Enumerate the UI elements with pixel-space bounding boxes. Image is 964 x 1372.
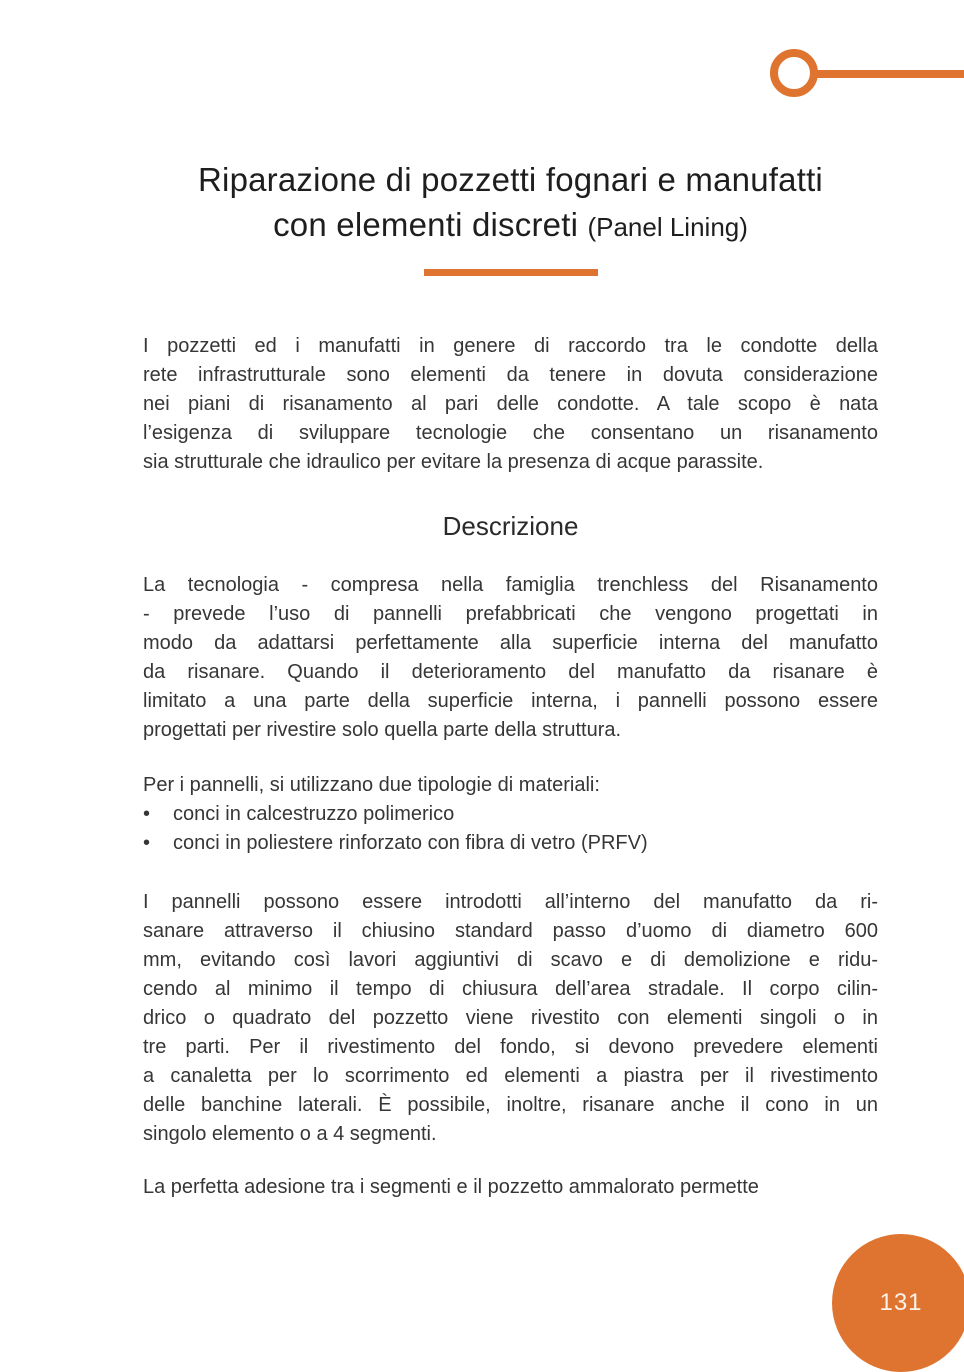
text-line: I pannelli possono essere introdotti all’interno del manufatto da ri- [143,891,878,913]
text-line: progettati per rivestire solo quella parte della struttura. [143,719,622,741]
installation-paragraph [143,888,878,1149]
text-line: delle banchine laterali. È possibile, inoltre, risanare anche il cono in un [143,1094,878,1116]
text-line: singolo elemento o a 4 segmenti. [143,1123,437,1145]
text-line: da risanare. Quando il deterioramento del manufatto da risanare è [143,661,878,683]
text-line: drico o quadrato del pozzetto viene rivestito con elementi singoli o in [143,1007,878,1029]
page-title-line2 [143,202,878,250]
text-line: sanare attraverso il chiusino standard passo d’uomo di diametro 600 [143,920,878,942]
title-underline [424,269,598,276]
text-line: I pozzetti ed i manufatti in genere di raccordo tra le condotte della [143,335,878,357]
text-line: rete infrastrutturale sono elementi da tenere in dovuta considerazione [143,364,878,386]
page-number: 131 [879,1289,923,1316]
text-line: La perfetta adesione tra i segmenti e il pozzetto ammalorato permette [143,1176,759,1198]
text-line: limitato a una parte della superficie interna, i pannelli possono essere [143,690,878,712]
text-line: La tecnologia - compresa nella famiglia trenchless del Risanamento [143,574,878,596]
description-paragraph [143,571,878,745]
materials-intro: Per i pannelli, si utilizzano due tipologie di materiali: [143,774,600,796]
materials-block [143,771,878,858]
page-title-line2-main: con elementi discreti [273,206,588,243]
text-line: tre parti. Per il rivestimento del fondo, si devono prevedere elementi [143,1036,878,1058]
text-column [143,0,878,1202]
list-item-text: conci in poliestere rinforzato con fibra di vetro (PRFV) [173,832,648,854]
page-title-line1: Riparazione di pozzetti fognari e manufatti [198,161,823,198]
page-number-badge [832,1234,964,1372]
bullet-icon: • [143,832,151,854]
intro-paragraph [143,332,878,477]
page-title-subtitle: (Panel Lining) [587,212,748,242]
bullet-icon: • [143,803,151,825]
list-item [143,829,878,858]
list-item [143,800,878,829]
closing-paragraph [143,1173,878,1202]
text-line: l’esigenza di sviluppare tecnologie che consentano un risanamento [143,422,878,444]
text-line: nei piani di risanamento al pari delle condotte. A tale scopo è nata [143,393,878,415]
text-line: - prevede l’uso di pannelli prefabbricati che vengono progettati in [143,603,878,625]
text-line: modo da adattarsi perfettamente alla superficie interna del manufatto [143,632,878,654]
page-title [143,157,878,250]
text-line: a canaletta per lo scorrimento ed elementi a piastra per il rivestimento [143,1065,878,1087]
text-line: cendo al minimo il tempo di chiusura dell’area stradale. Il corpo cilin- [143,978,878,1000]
text-line: sia strutturale che idraulico per evitare la presenza di acque parassite. [143,451,764,473]
section-heading: Descrizione [442,511,579,541]
text-line: mm, evitando così lavori aggiuntivi di scavo e di demolizione e ridu- [143,949,878,971]
list-item-text: conci in calcestruzzo polimerico [173,803,455,825]
